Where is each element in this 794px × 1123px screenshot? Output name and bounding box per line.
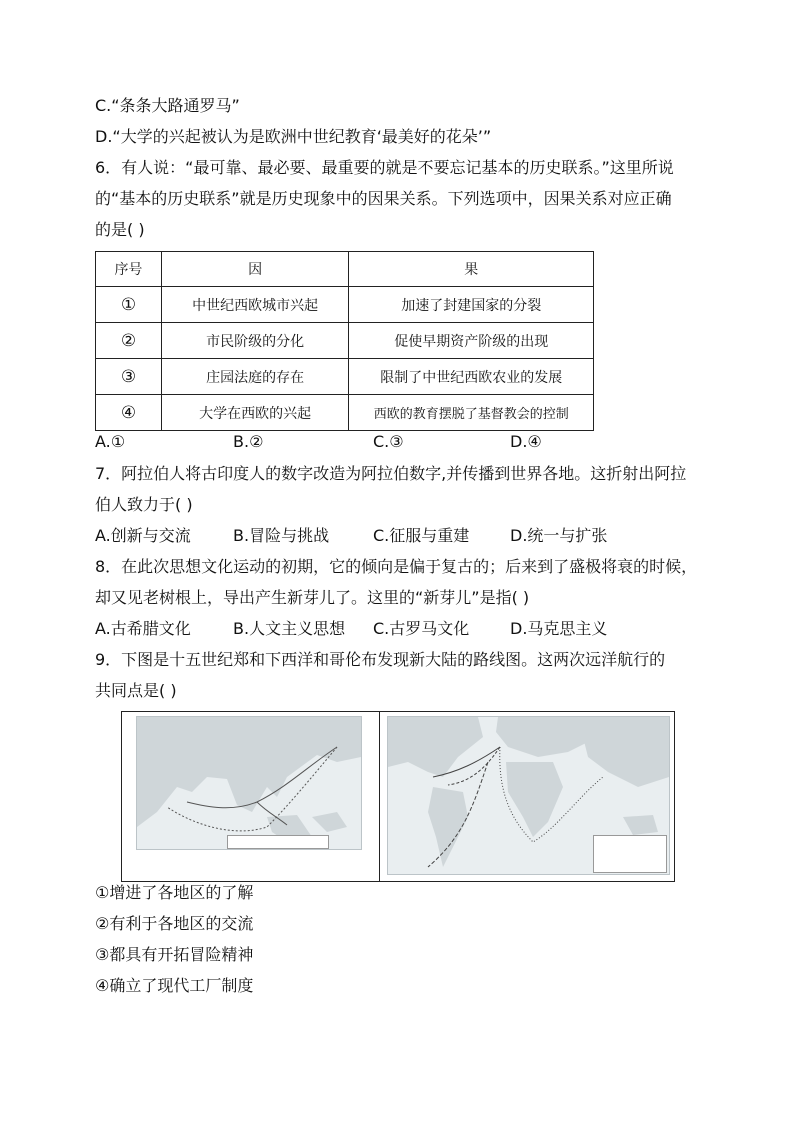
q8-option-b[interactable]: B.人文主义思想: [233, 619, 346, 638]
q6-cause-effect-table: [95, 251, 594, 431]
q7-option-b[interactable]: B.冒险与挑战: [233, 526, 330, 545]
row-index: ②: [96, 323, 162, 359]
q8-option-a[interactable]: A.古希腊文化: [95, 619, 191, 638]
q9-statement-4: ④确立了现代工厂制度: [95, 976, 254, 995]
zheng-he-map-legend: [227, 835, 329, 849]
q9-statement-3: ③都具有开拓冒险精神: [95, 945, 254, 964]
q7-stem-line1: 7．阿拉伯人将古印度人的数字改造为阿拉伯数字,并传播到世界各地。这折射出阿拉: [95, 464, 687, 483]
q6-stem-line1: 6．有人说：“最可靠、最必要、最重要的就是不要忘记基本的历史联系。”这里所说: [95, 158, 674, 177]
row-cause: 市民阶级的分化: [161, 323, 349, 359]
table-row: [96, 359, 594, 395]
q6-option-d[interactable]: D.④: [510, 432, 542, 451]
q9-stem-line1: 9．下图是十五世纪郑和下西洋和哥伦布发现新大陆的路线图。这两次远洋航行的: [95, 650, 666, 669]
q8-stem-line1: 8．在此次思想文化运动的初期，它的倾向是偏于复古的；后来到了盛极将衰的时候，: [95, 557, 698, 576]
table-row: [96, 287, 594, 323]
q7-option-c[interactable]: C.征服与重建: [373, 526, 470, 545]
q7-option-a[interactable]: A.创新与交流: [95, 526, 191, 545]
header-effect: 果: [349, 252, 594, 287]
q5-option-d: D.“大学的兴起被认为是欧洲中世纪教育‘最美好的花朵’”: [95, 127, 492, 146]
q9-statement-1: ①增进了各地区的了解: [95, 883, 254, 902]
row-cause: 中世纪西欧城市兴起: [161, 287, 349, 323]
row-cause: 庄园法庭的存在: [161, 359, 349, 395]
q6-option-a[interactable]: A.①: [95, 432, 126, 451]
table-header-row: [96, 252, 594, 287]
row-effect: 加速了封建国家的分裂: [349, 287, 594, 323]
header-cause: 因: [161, 252, 349, 287]
row-cause: 大学在西欧的兴起: [161, 395, 349, 431]
q9-statement-2: ②有利于各地区的交流: [95, 914, 254, 933]
q6-stem-line3: 的是( ): [95, 220, 145, 239]
figure-divider: [379, 712, 380, 881]
q9-stem-line2: 共同点是( ): [95, 681, 177, 700]
q5-option-c: C.“条条大路通罗马”: [95, 96, 240, 115]
row-effect: 限制了中世纪西欧农业的发展: [349, 359, 594, 395]
q6-option-c[interactable]: C.③: [373, 432, 404, 451]
q7-stem-line2: 伯人致力于( ): [95, 495, 193, 514]
q6-option-b[interactable]: B.②: [233, 432, 264, 451]
q6-stem-line2: 的“基本的历史联系”就是历史现象中的因果关系。下列选项中，因果关系对应正确: [95, 189, 672, 208]
table-row: [96, 395, 594, 431]
row-index: ①: [96, 287, 162, 323]
voyage-route-maps-figure: [121, 711, 675, 882]
columbus-map-legend: [593, 835, 667, 873]
zheng-he-voyage-map: [136, 716, 362, 850]
row-index: ③: [96, 359, 162, 395]
q8-option-d[interactable]: D.马克思主义: [510, 619, 608, 638]
q8-option-c[interactable]: C.古罗马文化: [373, 619, 470, 638]
header-index: 序号: [96, 252, 162, 287]
row-effect: 西欧的教育摆脱了基督教会的控制: [349, 395, 594, 431]
row-index: ④: [96, 395, 162, 431]
q7-option-d[interactable]: D.统一与扩张: [510, 526, 608, 545]
zheng-he-map-drawing: [137, 717, 361, 849]
table-row: [96, 323, 594, 359]
columbus-voyage-map: [387, 716, 670, 875]
q8-stem-line2: 却又见老树根上，导出产生新芽儿了。这里的“新芽儿”是指( ): [95, 588, 530, 607]
row-effect: 促使早期资产阶级的出现: [349, 323, 594, 359]
